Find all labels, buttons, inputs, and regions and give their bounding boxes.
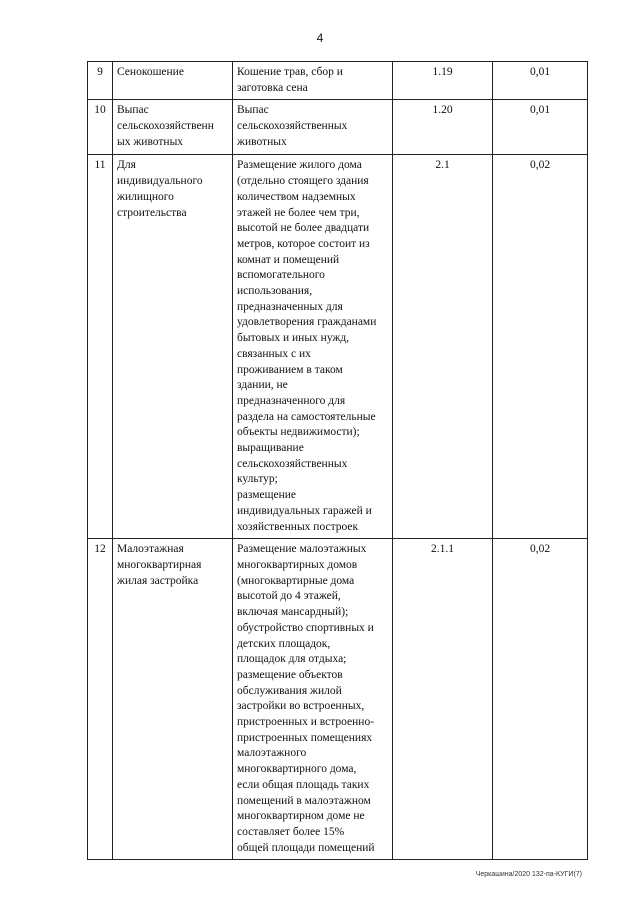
row-name: Малоэтажная многоквартирная жилая застройка [113, 539, 233, 860]
row-coefficient: 0,02 [493, 539, 588, 860]
table-row [88, 100, 588, 155]
row-description: Кошение трав, сбор и заготовка сена [233, 62, 393, 100]
row-name: Для индивидуального жилищного строительства [113, 155, 233, 539]
row-code: 1.19 [393, 62, 493, 100]
page-number: 4 [316, 31, 324, 45]
row-code: 2.1.1 [393, 539, 493, 860]
row-number: 11 [88, 155, 113, 539]
row-number: 9 [88, 62, 113, 100]
row-description: Размещение жилого дома (отдельно стоящего здания количеством надземных этажей не более чем три, высотой не более двадцати метров, которое состоит из комнат и помещений вспомогательного использования, предназначенных для удовлетворения гражданами бытовых и иных нужд, связанных с их проживанием в таком здании, не предназначенного для раздела на самостоятельные объекты недвижимости); выращивание сельскохозяйственных культур; размещение индивидуальных гаражей и хозяйственных построек [233, 155, 393, 539]
table-row [88, 62, 588, 100]
row-number: 12 [88, 539, 113, 860]
table-row [88, 155, 588, 539]
row-coefficient: 0,01 [493, 100, 588, 155]
row-description: Размещение малоэтажных многоквартирных домов (многоквартирные дома высотой до 4 этажей, включая мансардный); обустройство спортивных и детских площадок, площадок для отдыха; размещение объектов обслуживания жилой застройки во встроенных, пристроенных и встроенно- пристроенных помещениях малоэтажного многоквартирного дома, если общая площадь таких помещений в малоэтажном многоквартирном доме не составляет более 15% общей площади помещений [233, 539, 393, 860]
row-coefficient: 0,01 [493, 62, 588, 100]
row-name: Сенокошение [113, 62, 233, 100]
row-code: 2.1 [393, 155, 493, 539]
document-footer-code: Черкашина/2020 132-па-КУГИ(7) [475, 871, 582, 878]
row-name: Выпас сельскохозяйственн ых животных [113, 100, 233, 155]
row-description: Выпас сельскохозяйственных животных [233, 100, 393, 155]
row-number: 10 [88, 100, 113, 155]
row-code: 1.20 [393, 100, 493, 155]
row-coefficient: 0,02 [493, 155, 588, 539]
table-row [88, 539, 588, 860]
land-use-table [87, 61, 588, 860]
